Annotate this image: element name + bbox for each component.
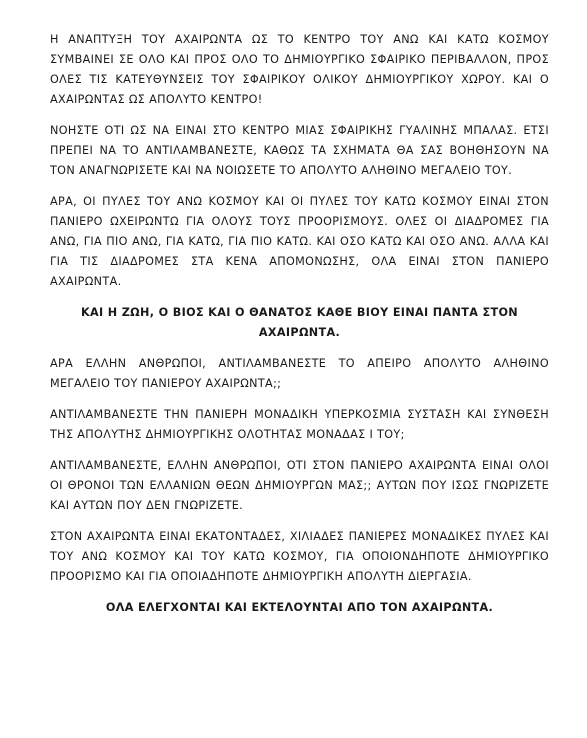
paragraph-4: ΑΡΑ ΕΛΛΗΝ ΑΝΘΡΩΠΟΙ, ΑΝΤΙΛΑΜΒΑΝΕΣΤΕ ΤΟ ΑΠΕΙΡΟ ΑΠΟΛΥΤΟ ΑΛΗΘΙΝΟ ΜΕΓΑΛΕΙΟ ΤΟΥ ΠΑΝΙΕΡΟΥ ΑΧΑΙΡΩΝΤΑ;; <box>50 357 549 390</box>
paragraph-6: ΑΝΤΙΛΑΜΒΑΝΕΣΤΕ, ΕΛΛΗΝ ΑΝΘΡΩΠΟΙ, ΟΤΙ ΣΤΟΝ ΠΑΝΙΕΡΟ ΑΧΑΙΡΩΝΤΑ ΕΙΝΑΙ ΟΛΟΙ ΟΙ ΘΡΟΝΟΙ ΤΩΝ ΕΛΛΑΝΙΩΝ ΘΕΩΝ ΔΗΜΙΟΥΡΓΩΝ ΜΑΣ;; ΑΥΤΩΝ ΠΟΥ ΙΣΩΣ ΓΝΩΡΙΖΕΤΕ ΚΑΙ ΑΥΤΩΝ ΠΟΥ ΔΕΝ ΓΝΩΡΙΖΕΤΕ. <box>50 459 549 512</box>
bold-statement-2: ΟΛΑ ΕΛΕΓΧΟΝΤΑΙ ΚΑΙ ΕΚΤΕΛΟΥΝΤΑΙ ΑΠΟ ΤΟΝ ΑΧΑΙΡΩΝΤΑ. <box>105 601 494 614</box>
paragraph-7: ΣΤΟΝ ΑΧΑΙΡΩΝΤΑ ΕΙΝΑΙ ΕΚΑΤΟΝΤΑΔΕΣ, ΧΙΛΙΑΔΕΣ ΠΑΝΙΕΡΕΣ ΜΟΝΑΔΙΚΕΣ ΠΥΛΕΣ ΚΑΙ ΤΟΥ ΑΝΩ ΚΟΣΜΟΥ ΚΑΙ ΤΟΥ ΚΑΤΩ ΚΟΣΜΟΥ, ΓΙΑ ΟΠΟΙΟΝΔΗΠΟΤΕ ΔΗΜΙΟΥΡΓΙΚΟ ΠΡΟΟΡΙΣΜΟ ΚΑΙ ΓΙΑ ΟΠΟΙΑΔΗΠΟΤΕ ΔΗΜΙΟΥΡΓΙΚΗ ΑΠΟΛΥΤΗ ΔΙΕΡΓΑΣΙΑ. <box>50 530 549 583</box>
paragraph-1: Η ΑΝΑΠΤΥΞΗ ΤΟΥ ΑΧΑΙΡΩΝΤΑ ΩΣ ΤΟ ΚΕΝΤΡΟ ΤΟΥ ΑΝΩ ΚΑΙ ΚΑΤΩ ΚΟΣΜΟΥ ΣΥΜΒΑΙΝΕΙ ΣΕ ΟΛΟ ΚΑΙ ΠΡΟΣ ΟΛΟ ΤΟ ΔΗΜΙΟΥΡΓΙΚΟ ΣΦΑΙΡΙΚΟ ΠΕΡΙΒΑΛΛΟΝ, ΠΡΟΣ ΟΛΕΣ ΤΙΣ ΚΑΤΕΥΘΥΝΣΕΙΣ ΤΟΥ ΣΦΑΙΡΙΚΟΥ ΟΛΙΚΟΥ ΔΗΜΙΟΥΡΓΙΚΟΥ ΧΩΡΟΥ. ΚΑΙ Ο ΑΧΑΙΡΩΝΤΑΣ ΩΣ ΑΠΟΛΥΤΟ ΚΕΝΤΡΟ! <box>50 33 549 106</box>
bold-statement-1: ΚΑΙ Η ΖΩΗ, Ο ΒΙΟΣ ΚΑΙ Ο ΘΑΝΑΤΟΣ ΚΑΘΕ ΒΙΟΥ ΕΙΝΑΙ ΠΑΝΤΑ ΣΤΟΝ ΑΧΑΙΡΩΝΤΑ. <box>80 306 519 339</box>
paragraph-2: ΝΟΗΣΤΕ ΟΤΙ ΩΣ ΝΑ ΕΙΝΑΙ ΣΤΟ ΚΕΝΤΡΟ ΜΙΑΣ ΣΦΑΙΡΙΚΗΣ ΓΥΑΛΙΝΗΣ ΜΠΑΛΑΣ. ΕΤΣΙ ΠΡΕΠΕΙ ΝΑ ΤΟ ΑΝΤΙΛΑΜΒΑΝΕΣΤΕ, ΚΑΘΩΣ ΤΑ ΣΧΗΜΑΤΑ ΘΑ ΣΑΣ ΒΟΗΘΗΣΟΥΝ ΝΑ ΤΟΝ ΑΝΑΓΝΩΡΙΣΕΤΕ ΚΑΙ ΝΑ ΝΟΙΩΣΕΤΕ ΤΟ ΑΠΟΛΥΤΟ ΑΛΗΘΙΝΟ ΜΕΓΑΛΕΙΟ ΤΟΥ. <box>50 124 549 177</box>
paragraph-3: ΑΡΑ, ΟΙ ΠΥΛΕΣ ΤΟΥ ΑΝΩ ΚΟΣΜΟΥ ΚΑΙ ΟΙ ΠΥΛΕΣ ΤΟΥ ΚΑΤΩ ΚΟΣΜΟΥ ΕΙΝΑΙ ΣΤΟΝ ΠΑΝΙΕΡΟ ΩΧΕΙΡΩΝΤΩ ΓΙΑ ΟΛΟΥΣ ΤΟΥΣ ΠΡΟΟΡΙΣΜΟΥΣ. ΟΛΕΣ ΟΙ ΔΙΑΔΡΟΜΕΣ ΓΙΑ ΑΝΩ, ΓΙΑ ΠΙΟ ΑΝΩ, ΓΙΑ ΚΑΤΩ, ΓΙΑ ΠΙΟ ΚΑΤΩ. ΚΑΙ ΟΣΟ ΚΑΤΩ ΚΑΙ ΟΣΟ ΑΝΩ. ΑΛΛΑ ΚΑΙ ΓΙΑ ΤΙΣ ΔΙΑΔΡΟΜΕΣ ΣΤΑ ΚΕΝΑ ΑΠΟΜΟΝΩΣΗΣ, ΟΛΑ ΕΙΝΑΙ ΣΤΟΝ ΠΑΝΙΕΡΟ ΑΧΑΙΡΩΝΤΑ. <box>50 195 549 288</box>
paragraph-5: ΑΝΤΙΛΑΜΒΑΝΕΣΤΕ ΤΗΝ ΠΑΝΙΕΡΗ ΜΟΝΑΔΙΚΗ ΥΠΕΡΚΟΣΜΙΑ ΣΥΣΤΑΣΗ ΚΑΙ ΣΥΝΘΕΣΗ ΤΗΣ ΑΠΟΛΥΤΗΣ ΔΗΜΙΟΥΡΓΙΚΗΣ ΟΛΟΤΗΤΑΣ ΜΟΝΑΔΑΣ Ι ΤΟΥ; <box>50 408 549 441</box>
